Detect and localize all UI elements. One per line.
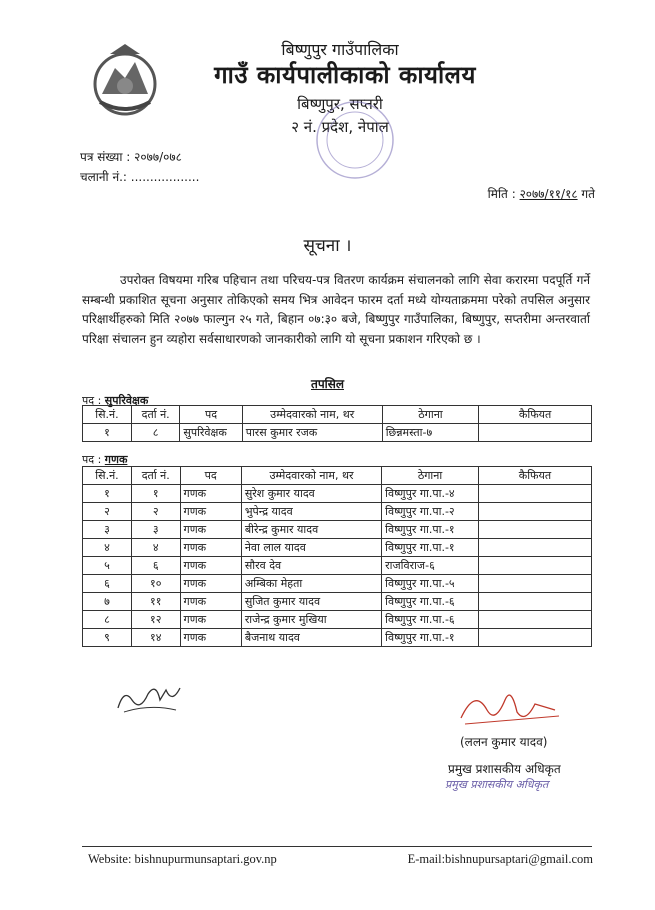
cell-serial: ७ (83, 593, 132, 611)
cell-reg-no: ३ (131, 521, 180, 539)
col-serial: सि.नं. (83, 467, 132, 485)
designation-stamp: प्रमुख प्रशासकीय अधिकृत (445, 778, 549, 791)
cell-name: राजेन्द्र कुमार मुखिया (241, 611, 381, 629)
cell-address: विष्णुपुर गा.पा.-१ (382, 539, 479, 557)
cell-reg-no: १० (131, 575, 180, 593)
cell-name: बैजनाथ यादव (241, 629, 381, 647)
cell-serial: १ (83, 485, 132, 503)
col-address: ठेगाना (382, 467, 479, 485)
schedule-title: तपसिल (310, 377, 344, 391)
cell-serial: ३ (83, 521, 132, 539)
reference-number: पत्र संख्या : २०७७/०७८ (80, 150, 182, 164)
date-value: २०७७/११/१८ (519, 187, 578, 201)
cell-reg-no: ११ (131, 593, 180, 611)
cell-post: गणक (180, 485, 241, 503)
col-remarks: कैफियत (478, 467, 591, 485)
table-row (83, 424, 592, 442)
office-stamp-icon (305, 95, 400, 185)
cell-address: विष्णुपुर गा.पा.-१ (382, 629, 479, 647)
cell-post: गणक (180, 575, 241, 593)
officer-signature-icon (455, 680, 565, 730)
cell-reg-no: २ (131, 503, 180, 521)
col-reg-no: दर्ता नं. (131, 406, 179, 424)
signatory-name: (ललन कुमार यादव) (460, 735, 548, 749)
cell-post: गणक (180, 503, 241, 521)
cell-remarks (478, 521, 591, 539)
cell-name: अम्बिका मेहता (241, 575, 381, 593)
cell-address: विष्णुपुर गा.पा.-२ (382, 503, 479, 521)
cell-reg-no: ६ (131, 557, 180, 575)
cell-address: विष्णुपुर गा.पा.-६ (382, 593, 479, 611)
footer-divider (82, 846, 592, 847)
cell-remarks (478, 629, 591, 647)
col-name: उम्मेदवारको नाम, थर (242, 406, 382, 424)
cell-address: विष्णुपुर गा.पा.-४ (382, 485, 479, 503)
cell-name: सुजित कुमार यादव (241, 593, 381, 611)
cell-address: छिन्नमस्ता-७ (382, 424, 479, 442)
dispatch-number: चलानी नं.: .................. (80, 170, 200, 184)
supervisor-table (82, 405, 592, 442)
date-label: मिति : (487, 187, 520, 201)
cell-name: सुरेश कुमार यादव (241, 485, 381, 503)
table-row (83, 629, 592, 647)
post-name: सुपरिवेक्षक (104, 394, 149, 407)
cell-post: गणक (180, 611, 241, 629)
col-address: ठेगाना (382, 406, 479, 424)
cell-name: भुपेन्द्र यादव (241, 503, 381, 521)
cell-remarks (478, 593, 591, 611)
municipality-name: बिष्णुपुर गाउँपालिका (281, 40, 399, 59)
cell-remarks (478, 503, 591, 521)
cell-serial: २ (83, 503, 132, 521)
cell-post: गणक (180, 557, 241, 575)
cell-reg-no: १ (131, 485, 180, 503)
cell-name: बीरेन्द्र कुमार यादव (241, 521, 381, 539)
post-name: गणक (104, 453, 128, 466)
col-post: पद (180, 406, 242, 424)
cell-serial: १ (83, 424, 132, 442)
cell-remarks (478, 539, 591, 557)
cell-address: विष्णुपुर गा.पा.-६ (382, 611, 479, 629)
table-row (83, 593, 592, 611)
cell-post: गणक (180, 629, 241, 647)
table-row (83, 575, 592, 593)
cell-remarks (478, 611, 591, 629)
table-row (83, 503, 592, 521)
cell-name: नेवा लाल यादव (241, 539, 381, 557)
cell-name: सौरव देव (241, 557, 381, 575)
cell-serial: ९ (83, 629, 132, 647)
col-serial: सि.नं. (83, 406, 132, 424)
col-post: पद (180, 467, 241, 485)
initial-signature-icon (110, 670, 190, 720)
table-header-row (83, 467, 592, 485)
nepal-emblem-icon (80, 36, 170, 126)
table-row (83, 521, 592, 539)
col-remarks: कैफियत (479, 406, 592, 424)
table-row (83, 485, 592, 503)
col-name: उम्मेदवारको नाम, थर (241, 467, 381, 485)
cell-serial: ४ (83, 539, 132, 557)
cell-remarks (478, 557, 591, 575)
col-reg-no: दर्ता नं. (131, 467, 180, 485)
footer-website: Website: bishnupurmunsaptari.gov.np (88, 852, 277, 866)
cell-reg-no: ४ (131, 539, 180, 557)
post-prefix: पद : (82, 394, 105, 407)
footer-email: E-mail:bishnupursaptari@gmail.com (407, 852, 593, 866)
cell-post: गणक (180, 539, 241, 557)
cell-name: पारस कुमार रजक (242, 424, 382, 442)
notice-body: उपरोक्त विषयमा गरिब पहिचान तथा परिचय-पत्र वितरण कार्यक्रम संचालनको लागि सेवा करारमा पदपूर्ति गर्ने सम्बन्धी प्रकाशित सूचना अनुसार तोकिएको समय भित्र आवेदन फारम दर्ता मध्ये योग्यताक्रममा परेको तपसिल अनुसार परिक्षार्थीहरुको मिति २०७७ फाल्गुन २५ गते, बिहान ०७:३० बजे, बिष्णुपुर गाउँपालिका, बिष्णुपुर, सप्तरीमा अन्तरवार्ता परिक्षा संचालन हुन व्यहोरा सर्वसाधारणको जानकारीको लागि यो सूचना प्रकाशन गरिएको छ । (82, 273, 590, 346)
address-line-1: बिष्णुपुर, सप्तरी (297, 95, 383, 113)
cell-address: राजविराज-६ (382, 557, 479, 575)
cell-post: सुपरिवेक्षक (180, 424, 242, 442)
enumerator-post-label (82, 452, 127, 467)
date-line (488, 185, 595, 202)
cell-address: विष्णुपुर गा.पा.-१ (382, 521, 479, 539)
cell-reg-no: ८ (131, 424, 179, 442)
cell-remarks (478, 575, 591, 593)
post-prefix: पद : (82, 453, 105, 466)
cell-remarks (478, 485, 591, 503)
address-line-2: २ नं. प्रदेश, नेपाल (291, 118, 389, 136)
notice-title: सूचना । (303, 236, 352, 256)
cell-serial: ६ (83, 575, 132, 593)
cell-remarks (479, 424, 592, 442)
enumerator-table (82, 466, 592, 647)
office-title: गाउँ कार्यपालीकाको कार्यालय (214, 61, 476, 89)
cell-serial: ८ (83, 611, 132, 629)
cell-serial: ५ (83, 557, 132, 575)
cell-post: गणक (180, 593, 241, 611)
cell-reg-no: १२ (131, 611, 180, 629)
table-row (83, 539, 592, 557)
table-row (83, 557, 592, 575)
signatory-designation: प्रमुख प्रशासकीय अधिकृत (448, 762, 561, 776)
cell-reg-no: १४ (131, 629, 180, 647)
table-row (83, 611, 592, 629)
cell-address: विष्णुपुर गा.पा.-५ (382, 575, 479, 593)
cell-post: गणक (180, 521, 241, 539)
table-header-row (83, 406, 592, 424)
date-suffix: गते (577, 187, 595, 201)
